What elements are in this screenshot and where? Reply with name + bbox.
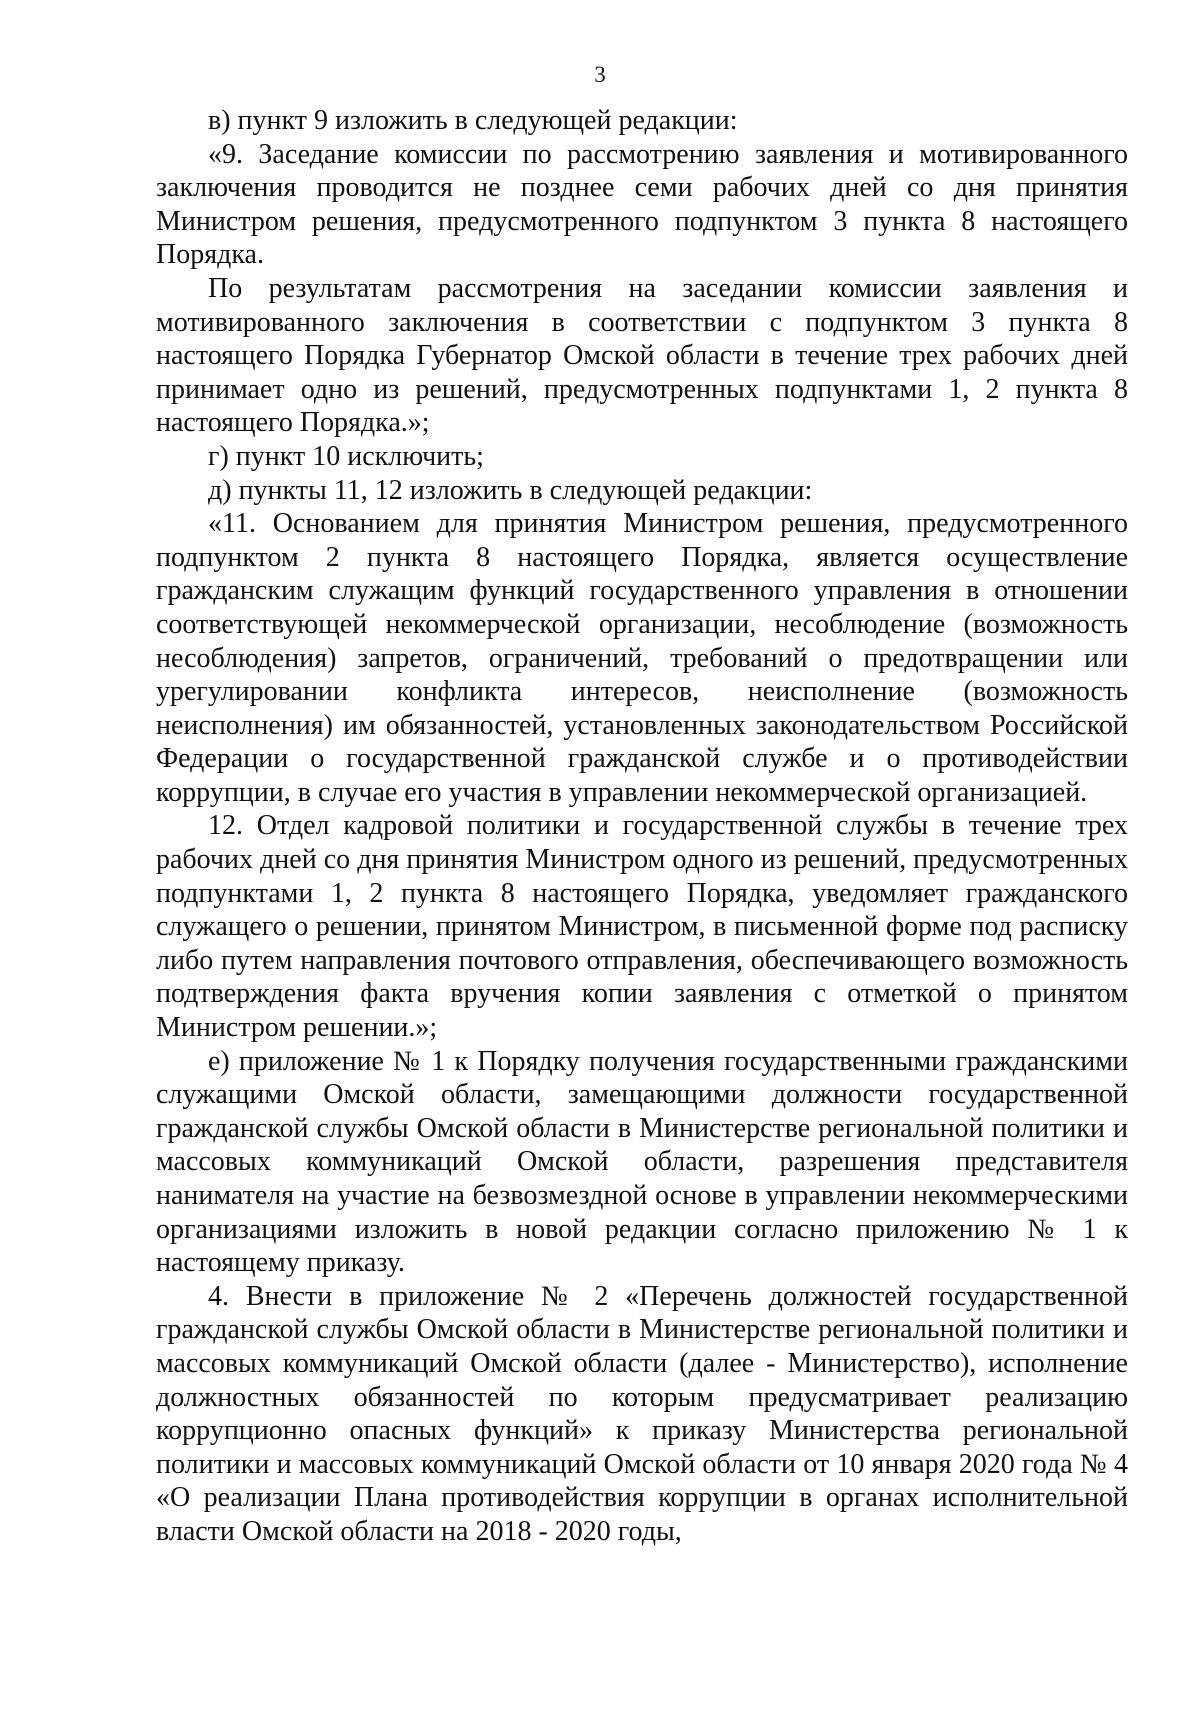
- paragraph-item-v: в) пункт 9 изложить в следующей редакции:: [208, 105, 738, 136]
- paragraph-item-g: г) пункт 10 исключить;: [208, 440, 484, 472]
- paragraph-clause-11: «11. Основанием для принятия Министром решения, предусмотренного подпунктом 2 пункта 8 настоящего Порядка, является осуществление гражданским служащим функций государственного управления в отношении соответствующей некоммерческой организации, несоблюдение (возможность несоблюдения) запретов, ограничений, требований о предотвращении или урегулировании конфликта интересов, неисполнение (возможность неисполнения) им обязанностей, установленных законодательством Российской Федерации о государственной гражданской службе и о противодействии коррупции, в случае его участия в управлении некоммерческой организацией.: [156, 508, 1128, 808]
- paragraph-clause-9: «9. Заседание комиссии по рассмотрению заявления и мотивированного заключения проводится не позднее семи рабочих дней со дня принятия Министром решения, предусмотренного подпунктом 3 пункта 8 настоящего Порядка.: [156, 138, 1128, 271]
- paragraph-section-4: 4. Внести в приложение № 2 «Перечень должностей государственной гражданской службы Омской области в Министерстве региональной политики и массовых коммуникаций Омской области (далее - Министерство), исполнение должностных обязанностей по которым предусматривает реализацию коррупционно опасных функций» к приказу Министерства региональной политики и массовых коммуникаций Омской области от 10 января 2020 года № 4 «О реализации Плана противодействия коррупции в органах исполнительной власти Омской области на 2018 - 2020 годы,: [156, 1280, 1128, 1547]
- paragraph-clause-12: 12. Отдел кадровой политики и государственной службы в течение трех рабочих дней со дня принятия Министром одного из решений, предусмотренных подпунктами 1, 2 пункта 8 настоящего Порядка, уведомляет гражданского служащего о решении, принятом Министром, в письменной форме под расписку либо путем направления почтового отправления, обеспечивающего возможность подтверждения факта вручения копии заявления с отметкой о принятом Министром решении.»;: [156, 810, 1128, 1044]
- document-body: [156, 104, 1128, 1549]
- paragraph-item-e: е) приложение № 1 к Порядку получения государственными гражданскими служащими Омской области, замещающими должности государственной гражданской службы Омской области в Министерстве региональной политики и массовых коммуникаций Омской области, разрешения представителя нанимателя на участие на безвозмездной основе в управлении некоммерческими организациями изложить в новой редакции согласно приложению № 1 к настоящему приказу.: [156, 1045, 1128, 1279]
- paragraph-clause-9-results: По результатам рассмотрения на заседании комиссии заявления и мотивированного заключения в соответствии с подпунктом 3 пункта 8 настоящего Порядка Губернатор Омской области в течение трех рабочих дней принимает одно из решений, предусмотренных подпунктами 1, 2 пункта 8 настоящего Порядка.»;: [156, 272, 1128, 439]
- page-number: 3: [594, 62, 606, 87]
- paragraph-item-d: д) пункты 11, 12 изложить в следующей редакции:: [208, 474, 813, 506]
